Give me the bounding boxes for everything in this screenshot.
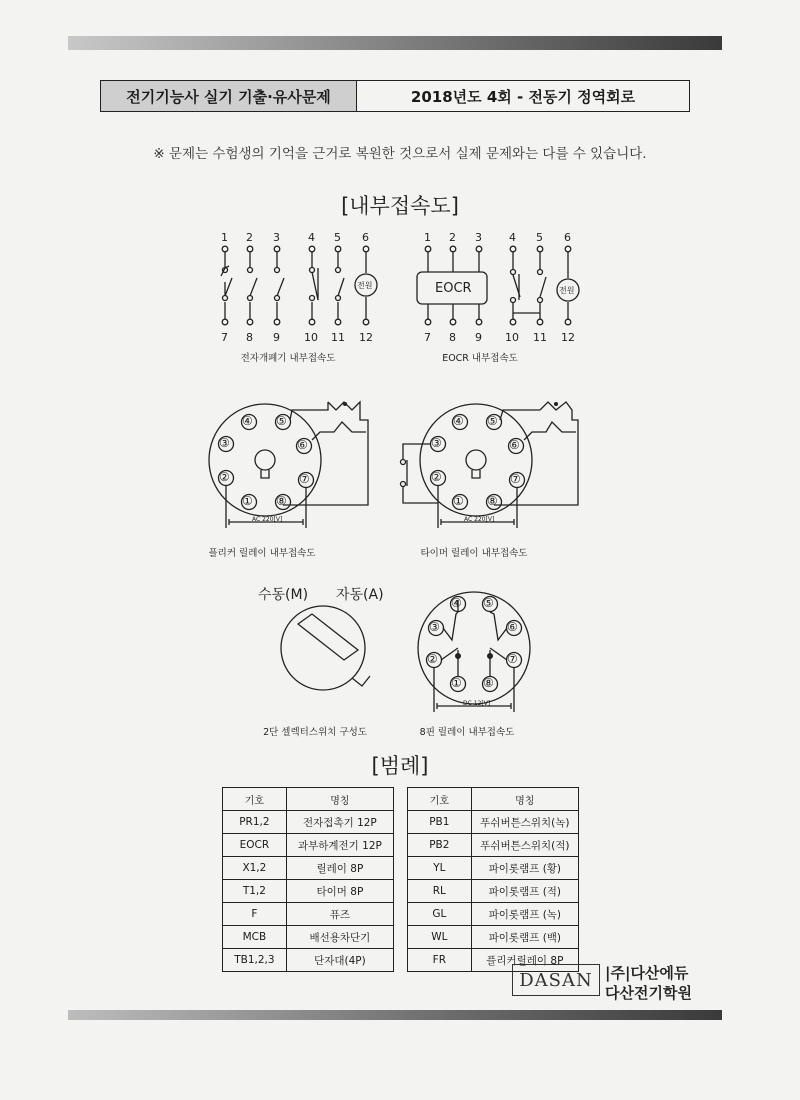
table-row [408,880,579,903]
table-row [223,834,394,857]
column-header: 명칭 [471,788,578,811]
eocr-power-label: 전원 [559,286,575,295]
selector-caption: 2단 셀렉터스위치 구성도 [263,727,367,738]
symbol-cell: T1,2 [223,880,287,903]
flicker-caption: 플리커 릴레이 내부접속도 [208,548,316,559]
pin-label: 1 [424,231,431,244]
symbol-cell: EOCR [223,834,287,857]
symbol-cell: FR [408,949,472,972]
pin-number: ⑧ [487,494,498,508]
pin-number: ⑧ [276,494,287,508]
pin-label: 8 [449,331,456,344]
brand-line-2: 다산전기학원 [605,984,692,1002]
pin-label: 5 [334,231,341,244]
header-subject: 전기기능사 실기 기출·유사문제 [101,81,357,111]
name-cell: 파이롯램프 (황) [471,857,578,880]
pin-number: ③ [219,436,230,450]
bottom-decor-bar [68,1010,722,1020]
selector-manual-label: 수동(M) [258,587,309,603]
symbol-cell: TB1,2,3 [223,949,287,972]
page-header [100,80,690,112]
name-cell: 푸쉬버튼스위치(적) [471,834,578,857]
contactor-power-label: 전원 [357,281,373,290]
pin-label: 3 [475,231,482,244]
contactor-diagram [221,246,377,325]
name-cell: 전자접촉기 12P [286,811,393,834]
pin-number: ⑤ [276,414,287,428]
pin-number: ⑥ [507,620,518,634]
section-title-wiring: [내부접속도] [341,194,459,218]
pin-label: 5 [536,231,543,244]
symbol-cell: YL [408,857,472,880]
pin-label: 4 [509,231,516,244]
pin-label: 10 [304,331,318,344]
flicker-relay-diagram [209,402,368,528]
table-row [223,926,394,949]
pin-label: 3 [273,231,280,244]
name-cell: 단자대(4P) [286,949,393,972]
pin-label: 7 [221,331,228,344]
pin-label: 2 [449,231,456,244]
pin-number: ⑦ [507,652,518,666]
pin-label: 11 [533,331,547,344]
selector-auto-label: 자동(A) [336,587,384,603]
notice-text: ※ 문제는 수험생의 기억을 근거로 복원한 것으로서 실제 문제와는 다를 수 있습니다. [153,146,647,162]
pin-number: ④ [451,596,462,610]
relay8p-caption: 8핀 릴레이 내부접속도 [419,727,515,738]
pin-label: 6 [564,231,571,244]
name-cell: 퓨즈 [286,903,393,926]
table-row [223,857,394,880]
pin-label: 4 [308,231,315,244]
selector-switch-diagram [281,606,370,690]
symbol-cell: RL [408,880,472,903]
pin-label: 1 [221,231,228,244]
name-cell: 파이롯램프 (백) [471,926,578,949]
brand-line-1: |주|다산에듀 [605,964,689,982]
pin-number: ② [219,470,230,484]
pin-number: ⑧ [483,676,494,690]
pin-label: 9 [273,331,280,344]
table-row [408,811,579,834]
pin-number: ① [453,494,464,508]
table-row [408,857,579,880]
table-row [408,834,579,857]
legend-table-right [407,787,579,972]
name-cell: 푸쉬버튼스위치(녹) [471,811,578,834]
pin-number: ① [451,676,462,690]
pin-number: ④ [242,414,253,428]
dasan-logo: DASAN [512,964,600,996]
symbol-cell: PB2 [408,834,472,857]
pin-label: 6 [362,231,369,244]
header-exam-title: 2018년도 4회 - 전동기 정역회로 [410,87,636,106]
name-cell: 타이머 8P [286,880,393,903]
name-cell: 배선용차단기 [286,926,393,949]
relay8p-dc-label: DC 12[V] [463,700,491,707]
pin-label: 9 [475,331,482,344]
table-row [223,811,394,834]
pin-number: ⑥ [509,438,520,452]
flicker-ac-label: AC 220[V] [252,516,283,523]
symbol-cell: WL [408,926,472,949]
table-row [408,926,579,949]
name-cell: 파이롯램프 (적) [471,880,578,903]
pin-number: ⑦ [510,472,521,486]
symbol-cell: MCB [223,926,287,949]
contactor-caption: 전자개폐기 내부접속도 [240,353,336,364]
pin-label: 12 [359,331,373,344]
symbol-cell: GL [408,903,472,926]
pin-number: ③ [431,436,442,450]
section-title-legend: [범례] [371,754,429,778]
table-row [223,903,394,926]
pin-number: ⑥ [297,438,308,452]
pin-label: 8 [246,331,253,344]
symbol-cell: F [223,903,287,926]
top-decor-bar [68,36,722,50]
pin-number: ④ [453,414,464,428]
eocr-box-label: EOCR [435,281,472,296]
name-cell: 과부하계전기 12P [286,834,393,857]
timer-ac-label: AC 220[V] [464,516,495,523]
table-row [223,880,394,903]
pin-label: 7 [424,331,431,344]
table-row [408,903,579,926]
pin-number: ① [242,494,253,508]
pin-number: ③ [429,620,440,634]
pin-number: ⑤ [487,414,498,428]
symbol-cell: PR1,2 [223,811,287,834]
name-cell: 파이롯램프 (녹) [471,903,578,926]
column-header: 기호 [223,788,287,811]
timer-caption: 타이머 릴레이 내부접속도 [420,548,528,559]
symbol-cell: PB1 [408,811,472,834]
pin-label: 10 [505,331,519,344]
pin-number: ⑦ [299,472,310,486]
table-row [223,949,394,972]
column-header: 명칭 [286,788,393,811]
name-cell: 플리커릴레이 8P [471,949,578,972]
column-header: 기호 [408,788,472,811]
name-cell: 릴레이 8P [286,857,393,880]
pin-number: ② [431,470,442,484]
pin-label: 2 [246,231,253,244]
eocr-caption: EOCR 내부접속도 [442,353,518,364]
symbol-cell: X1,2 [223,857,287,880]
table-header-row [223,788,394,811]
pin-label: 11 [331,331,345,344]
table-header-row [408,788,579,811]
legend-table-left [222,787,394,972]
pin-label: 12 [561,331,575,344]
pin-number: ⑤ [483,596,494,610]
pin-number: ② [427,652,438,666]
